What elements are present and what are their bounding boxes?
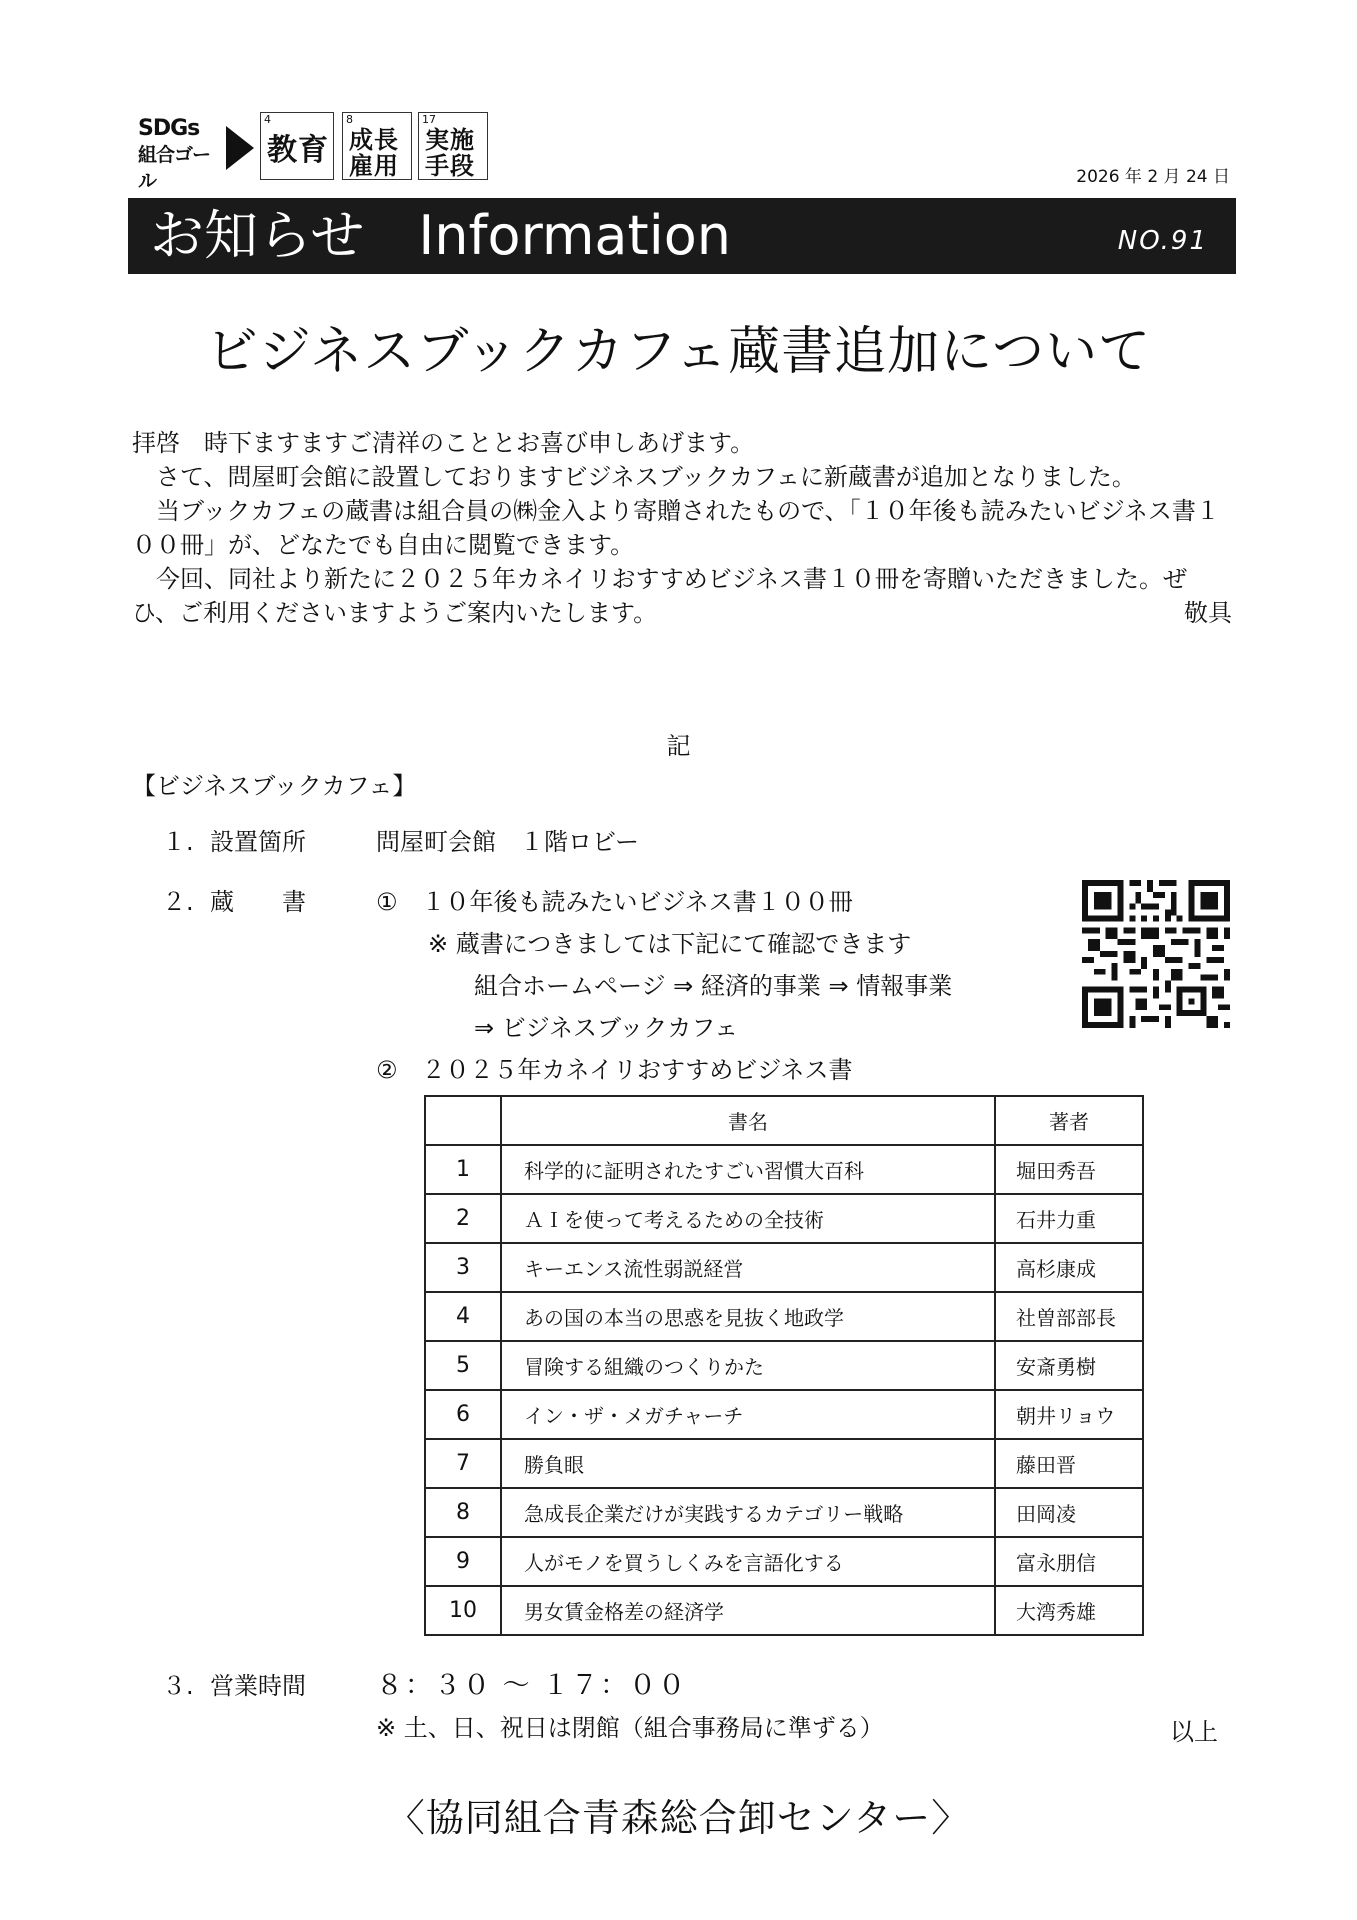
sdg-goal-label-line2: 雇用 xyxy=(349,152,399,180)
item-3-label: 営業時間 xyxy=(210,1672,306,1700)
table-row xyxy=(425,1243,1143,1292)
issue-date: 2026 年 2 月 24 日 xyxy=(1076,167,1230,187)
sdg-goal-number: 17 xyxy=(422,113,436,126)
item-3-number: ３. xyxy=(162,1672,194,1700)
item-2-sub2: ② ２０２５年カネイリおすすめビジネス書 xyxy=(376,1056,853,1084)
info-banner xyxy=(128,198,1236,274)
table-row xyxy=(425,1488,1143,1537)
sdg-goal-label: 教育 xyxy=(267,133,329,168)
book-title: 急成長企業だけが実践するカテゴリー戦略 xyxy=(501,1488,995,1537)
sdg-goal-label-line2: 手段 xyxy=(425,152,475,180)
body-text xyxy=(132,426,1232,630)
item-3-value: ８：３０ 〜 １７：００ xyxy=(376,1670,688,1701)
item-3-note: ※ 土、日、祝日は閉館（組合事務局に準ずる） xyxy=(376,1714,884,1742)
item-2-note2: 組合ホームページ ⇒ 経済的事業 ⇒ 情報事業 xyxy=(474,972,953,1000)
item-2-note1: ※ 蔵書につきましては下記にて確認できます xyxy=(428,930,912,958)
body-paragraph-text: 今回、同社より新たに２０２５年カネイリおすすめビジネス書１０冊を寄贈いただきました。ぜひ、ご利用くださいますようご案内いたします。 xyxy=(132,565,1188,627)
banner-number: NO.91 xyxy=(1117,226,1208,256)
book-author: 田岡凌 xyxy=(995,1488,1143,1537)
organization-name: 〈協同組合青森総合卸センター〉 xyxy=(386,1796,971,1840)
item-2-sub1: ① １０年後も読みたいビジネス書１００冊 xyxy=(376,888,853,916)
book-no: 10 xyxy=(425,1586,501,1635)
table-row xyxy=(425,1537,1143,1586)
book-title: 人がモノを買うしくみを言語化する xyxy=(501,1537,995,1586)
item-1-number: １. xyxy=(162,828,194,856)
book-author: 社曽部部長 xyxy=(995,1292,1143,1341)
book-no: 6 xyxy=(425,1390,501,1439)
sdg-goal-8-box xyxy=(342,112,412,180)
book-author: 高杉康成 xyxy=(995,1243,1143,1292)
book-no: 5 xyxy=(425,1341,501,1390)
body-paragraph: さて、問屋町会館に設置しておりますビジネスブックカフェに新蔵書が追加となりました。 xyxy=(132,463,1136,491)
table-row xyxy=(425,1194,1143,1243)
book-no: 3 xyxy=(425,1243,501,1292)
closing-keigu: 敬具 xyxy=(1184,599,1232,627)
book-author: 石井力重 xyxy=(995,1194,1143,1243)
item-1-value: 問屋町会館 １階ロビー xyxy=(376,828,640,856)
table-row xyxy=(425,1292,1143,1341)
sdg-goal-number: 4 xyxy=(264,113,271,126)
book-table xyxy=(424,1095,1144,1636)
book-author: 大湾秀雄 xyxy=(995,1586,1143,1635)
book-title: 科学的に証明されたすごい習慣大百科 xyxy=(501,1145,995,1194)
table-row xyxy=(425,1586,1143,1635)
book-no: 7 xyxy=(425,1439,501,1488)
book-title: 冒険する組織のつくりかた xyxy=(501,1341,995,1390)
arrow-right-icon xyxy=(226,126,254,170)
book-title: イン・ザ・メガチャーチ xyxy=(501,1390,995,1439)
sdgs-label-line2: 組合ゴール xyxy=(138,144,211,192)
sdg-goal-label xyxy=(425,127,485,179)
sdg-goal-label xyxy=(349,127,409,179)
sdg-goal-number: 8 xyxy=(346,113,353,126)
table-header-row xyxy=(425,1096,1143,1145)
sdg-goal-4-box xyxy=(260,112,334,180)
ki-heading: 記 xyxy=(666,732,691,760)
book-title: あの国の本当の思惑を見抜く地政学 xyxy=(501,1292,995,1341)
item-1-label: 設置箇所 xyxy=(210,828,306,856)
body-paragraph: 当ブックカフェの蔵書は組合員の㈱金入より寄贈されたもので、「１０年後も読みたいビジネス書１００冊」が、どなたでも自由に閲覧できます。 xyxy=(132,497,1220,559)
table-row xyxy=(425,1439,1143,1488)
book-no: 2 xyxy=(425,1194,501,1243)
book-no: 4 xyxy=(425,1292,501,1341)
book-author: 藤田晋 xyxy=(995,1439,1143,1488)
book-no: 8 xyxy=(425,1488,501,1537)
book-title: キーエンス流性弱説経営 xyxy=(501,1243,995,1292)
book-title: 勝負眼 xyxy=(501,1439,995,1488)
qr-code-icon[interactable] xyxy=(1082,880,1230,1028)
sdg-goal-17-box xyxy=(418,112,488,180)
sdg-goal-label-line1: 実施 xyxy=(425,126,475,154)
body-paragraph xyxy=(132,562,1232,630)
table-header-author: 著者 xyxy=(995,1096,1143,1145)
page-title: ビジネスブックカフェ蔵書追加について xyxy=(205,322,1152,382)
body-paragraph: 拝啓 時下ますますご清祥のこととお喜び申しあげます。 xyxy=(132,429,755,457)
book-author: 朝井リョウ xyxy=(995,1390,1143,1439)
item-2-note3: ⇒ ビジネスブックカフェ xyxy=(474,1014,739,1042)
item-2-number: ２. xyxy=(162,888,194,916)
sdgs-label xyxy=(138,116,222,194)
book-no: 9 xyxy=(425,1537,501,1586)
table-header-title: 書名 xyxy=(501,1096,995,1145)
banner-title: お知らせ Information xyxy=(150,204,731,267)
book-no: 1 xyxy=(425,1145,501,1194)
book-author: 堀田秀吾 xyxy=(995,1145,1143,1194)
book-title: 男女賃金格差の経済学 xyxy=(501,1586,995,1635)
closing-ijo: 以上 xyxy=(1170,1718,1218,1746)
table-row xyxy=(425,1390,1143,1439)
book-title: ＡＩを使って考えるための全技術 xyxy=(501,1194,995,1243)
table-header-no xyxy=(425,1096,501,1145)
sdgs-label-line1: SDGs xyxy=(138,116,200,141)
book-author: 安斎勇樹 xyxy=(995,1341,1143,1390)
table-row xyxy=(425,1145,1143,1194)
item-2-label: 蔵 書 xyxy=(210,888,306,916)
table-row xyxy=(425,1341,1143,1390)
sdg-goal-label-line1: 成長 xyxy=(349,126,399,154)
section-title: 【ビジネスブックカフェ】 xyxy=(132,772,417,800)
book-author: 富永朋信 xyxy=(995,1537,1143,1586)
